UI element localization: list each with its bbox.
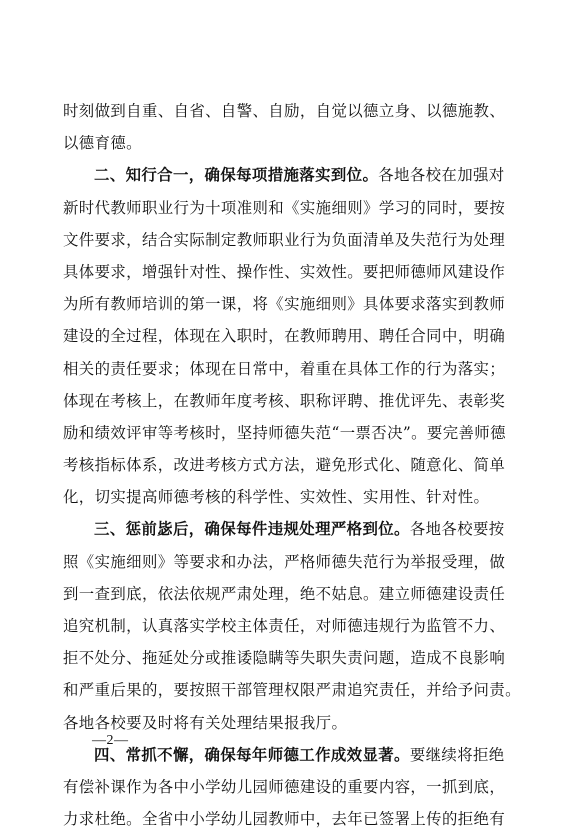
- body-text-line: 建设的全过程，体现在入职时，在教师聘用、聘任合同中，明确: [63, 327, 506, 346]
- body-text: 各地各校要按: [409, 520, 505, 539]
- body-text-line: 时刻做到自重、自省、自警、自励，自觉以德立身、以德施教、: [63, 102, 506, 120]
- body-text-line: 考核指标体系，改进考核方式方法，避免形式化、随意化、简单: [63, 456, 506, 475]
- document-body: [63, 95, 521, 835]
- section-heading: 三、惩前毖后，确保每件违规处理严格到位。: [94, 520, 410, 539]
- body-text-line: 照《实施细则》等要求和办法，严格师德失范行为举报受理，做: [63, 552, 506, 571]
- section-four-first-line: [63, 739, 513, 771]
- page-number: —2—: [92, 733, 129, 748]
- body-text-line: 文件要求，结合实际制定教师职业行为负面清单及失范行为处理: [63, 230, 506, 249]
- body-text-line: 有偿补课作为各中小学幼儿园师德建设的重要内容，一抓到底，: [63, 777, 506, 796]
- body-text-line: 体现在考核上，在教师年度考核、职称评聘、推优评先、表彰奖: [63, 391, 506, 410]
- body-text-line: 励和绩效评审等考核时，坚持师德失范“一票否决”。要完善师德: [63, 423, 506, 442]
- body-text-line: 到一查到底，依法依规严肃处理，绝不姑息。建立师德建设责任: [63, 584, 506, 603]
- body-text-line: 追究机制，认真落实学校主体责任，对师德违规行为监管不力、: [63, 617, 506, 635]
- body-text-line: 为所有教师培训的第一课，将《实施细则》具体要求落实到教师: [63, 295, 506, 314]
- body-text: 要继续将拒绝: [409, 745, 505, 764]
- body-text-line: 各地各校要及时将有关处理结果报我厅。: [63, 713, 348, 732]
- body-text-line: 新时代教师职业行为十项准则和《实施细则》学习的同时，要按: [63, 198, 506, 217]
- body-text-line: 和严重后果的，要按照干部管理权限严肃追究责任，并给予问责。: [63, 681, 521, 700]
- body-text-line: 拒不处分、拖延处分或推诿隐瞒等失职失责问题，造成不良影响: [63, 649, 506, 668]
- section-heading: 四、常抓不懈，确保每年师德工作成效显著。: [94, 745, 410, 764]
- body-text: 各地各校在加强对: [378, 166, 505, 185]
- section-three-first-line: [63, 513, 513, 545]
- body-text-line: 相关的责任要求；体现在日常中，着重在具体工作的行为落实；: [63, 359, 506, 378]
- body-text-line: 化，切实提高师德考核的科学性、实效性、实用性、针对性。: [63, 488, 490, 507]
- body-text-line: 具体要求，增强针对性、操作性、实效性。要把师德师风建设作: [63, 262, 506, 281]
- section-two-first-line: [63, 159, 513, 191]
- body-text-line: 以德育德。: [63, 134, 142, 153]
- body-text-line: 力求杜绝。全省中小学幼儿园教师中，去年已签署上传的拒绝有: [63, 810, 506, 829]
- section-heading: 二、知行合一，确保每项措施落实到位。: [94, 166, 379, 185]
